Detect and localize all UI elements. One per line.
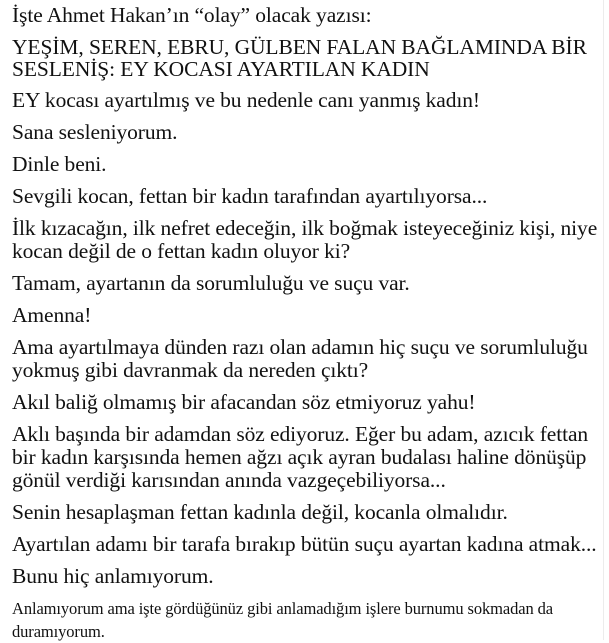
- article-headline: YEŞİM, SEREN, EBRU, GÜLBEN FALAN BAĞLAMINDA BİR SESLENİŞ: EY KOCASI AYARTILAN KADIN: [12, 35, 587, 81]
- article-closing: Anlamıyorum ama işte gördüğünüz gibi anlamadığım işlere burnumu sokmadan da duramıyorum.: [12, 599, 554, 641]
- article-paragraph: Amenna!: [12, 303, 92, 327]
- article-paragraph: Senin hesaplaşman fettan kadınla değil, kocanla olmalıdır.: [12, 500, 508, 524]
- article-intro: İşte Ahmet Hakan’ın “olay” olacak yazısı:: [12, 3, 372, 27]
- page-edge-divider: [603, 0, 604, 640]
- article: [12, 4, 608, 643]
- article-paragraph: Aklı başında bir adamdan söz ediyoruz. Eğer bu adam, azıcık fettan bir kadın karşısında hemen ağzı açık ayran budalası haline dönüşüp gönül verdiği karısından anında vazgeçebiliyorsa...: [12, 422, 589, 492]
- article-paragraph: Sana sesleniyorum.: [12, 120, 178, 144]
- article-paragraph: Ayartılan adamı bir tarafa bırakıp bütün suçu ayartan kadına atmak...: [12, 532, 597, 556]
- article-paragraph: Sevgili kocan, fettan bir kadın tarafından ayartılıyorsa...: [12, 184, 488, 208]
- article-paragraph: Bunu hiç anlamıyorum.: [12, 564, 214, 588]
- article-paragraph: İlk kızacağın, ilk nefret edeceğin, ilk boğmak isteyeceğiniz kişi, niye kocan değil de o fettan kadın oluyor ki?: [12, 216, 598, 263]
- article-paragraph: Tamam, ayartanın da sorumluluğu ve suçu var.: [12, 271, 410, 295]
- article-paragraph: EY kocası ayartılmış ve bu nedenle canı yanmış kadın!: [12, 88, 480, 112]
- article-paragraph: Ama ayartılmaya dünden razı olan adamın hiç suçu ve sorumluluğu yokmuş gibi davranmak da nereden çıktı?: [12, 335, 588, 382]
- article-paragraph: Akıl baliğ olmamış bir afacandan söz etmiyoruz yahu!: [12, 390, 476, 414]
- article-paragraph: Dinle beni.: [12, 152, 107, 176]
